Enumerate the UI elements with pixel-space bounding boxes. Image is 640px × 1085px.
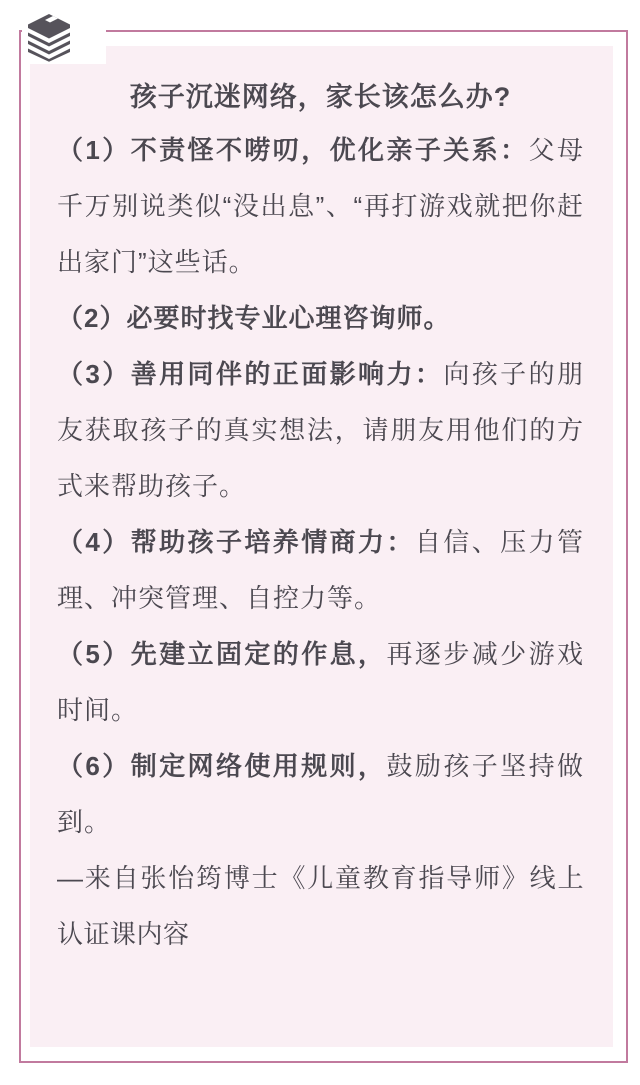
list-item-5-lead: （5）先建立固定的作息， bbox=[57, 639, 387, 669]
list-item-6-text: 鼓励孩子坚持做到。 bbox=[57, 751, 584, 837]
list-item-6-lead: （6）制定网络使用规则， bbox=[57, 751, 387, 781]
list-item-5 bbox=[57, 626, 584, 738]
page-title: 孩子沉迷网络，家长该怎么办? bbox=[129, 82, 512, 112]
list-item-1-text: 父母千万别说类似“没出息”、“再打游戏就把你赶出家门”这些话。 bbox=[57, 135, 584, 277]
list-item-2-lead: （2）必要时找专业心理咨询师。 bbox=[57, 303, 451, 333]
list-item-1 bbox=[57, 122, 584, 290]
list-item-4 bbox=[57, 514, 584, 626]
list-item-4-text: 自信、压力管理、冲突管理、自控力等。 bbox=[57, 527, 584, 613]
list-item-6 bbox=[57, 738, 584, 850]
list-item-2 bbox=[57, 290, 584, 346]
list-item-3 bbox=[57, 346, 584, 514]
books-stack-icon bbox=[24, 12, 74, 62]
list-item-4-lead: （4）帮助孩子培养情商力： bbox=[57, 527, 415, 557]
source-attribution: —来自张怡筠博士《儿童教育指导师》线上认证课内容 bbox=[57, 863, 584, 949]
list-item-3-lead: （3）善用同伴的正面影响力： bbox=[57, 359, 444, 389]
list-item-1-lead: （1）不责怪不唠叨，优化亲子关系： bbox=[57, 135, 529, 165]
list-item-5-text: 再逐步减少游戏时间。 bbox=[57, 639, 584, 725]
list-item-3-text: 向孩子的朋友获取孩子的真实想法，请朋友用他们的方式来帮助孩子。 bbox=[57, 359, 584, 501]
article-body bbox=[57, 72, 584, 962]
